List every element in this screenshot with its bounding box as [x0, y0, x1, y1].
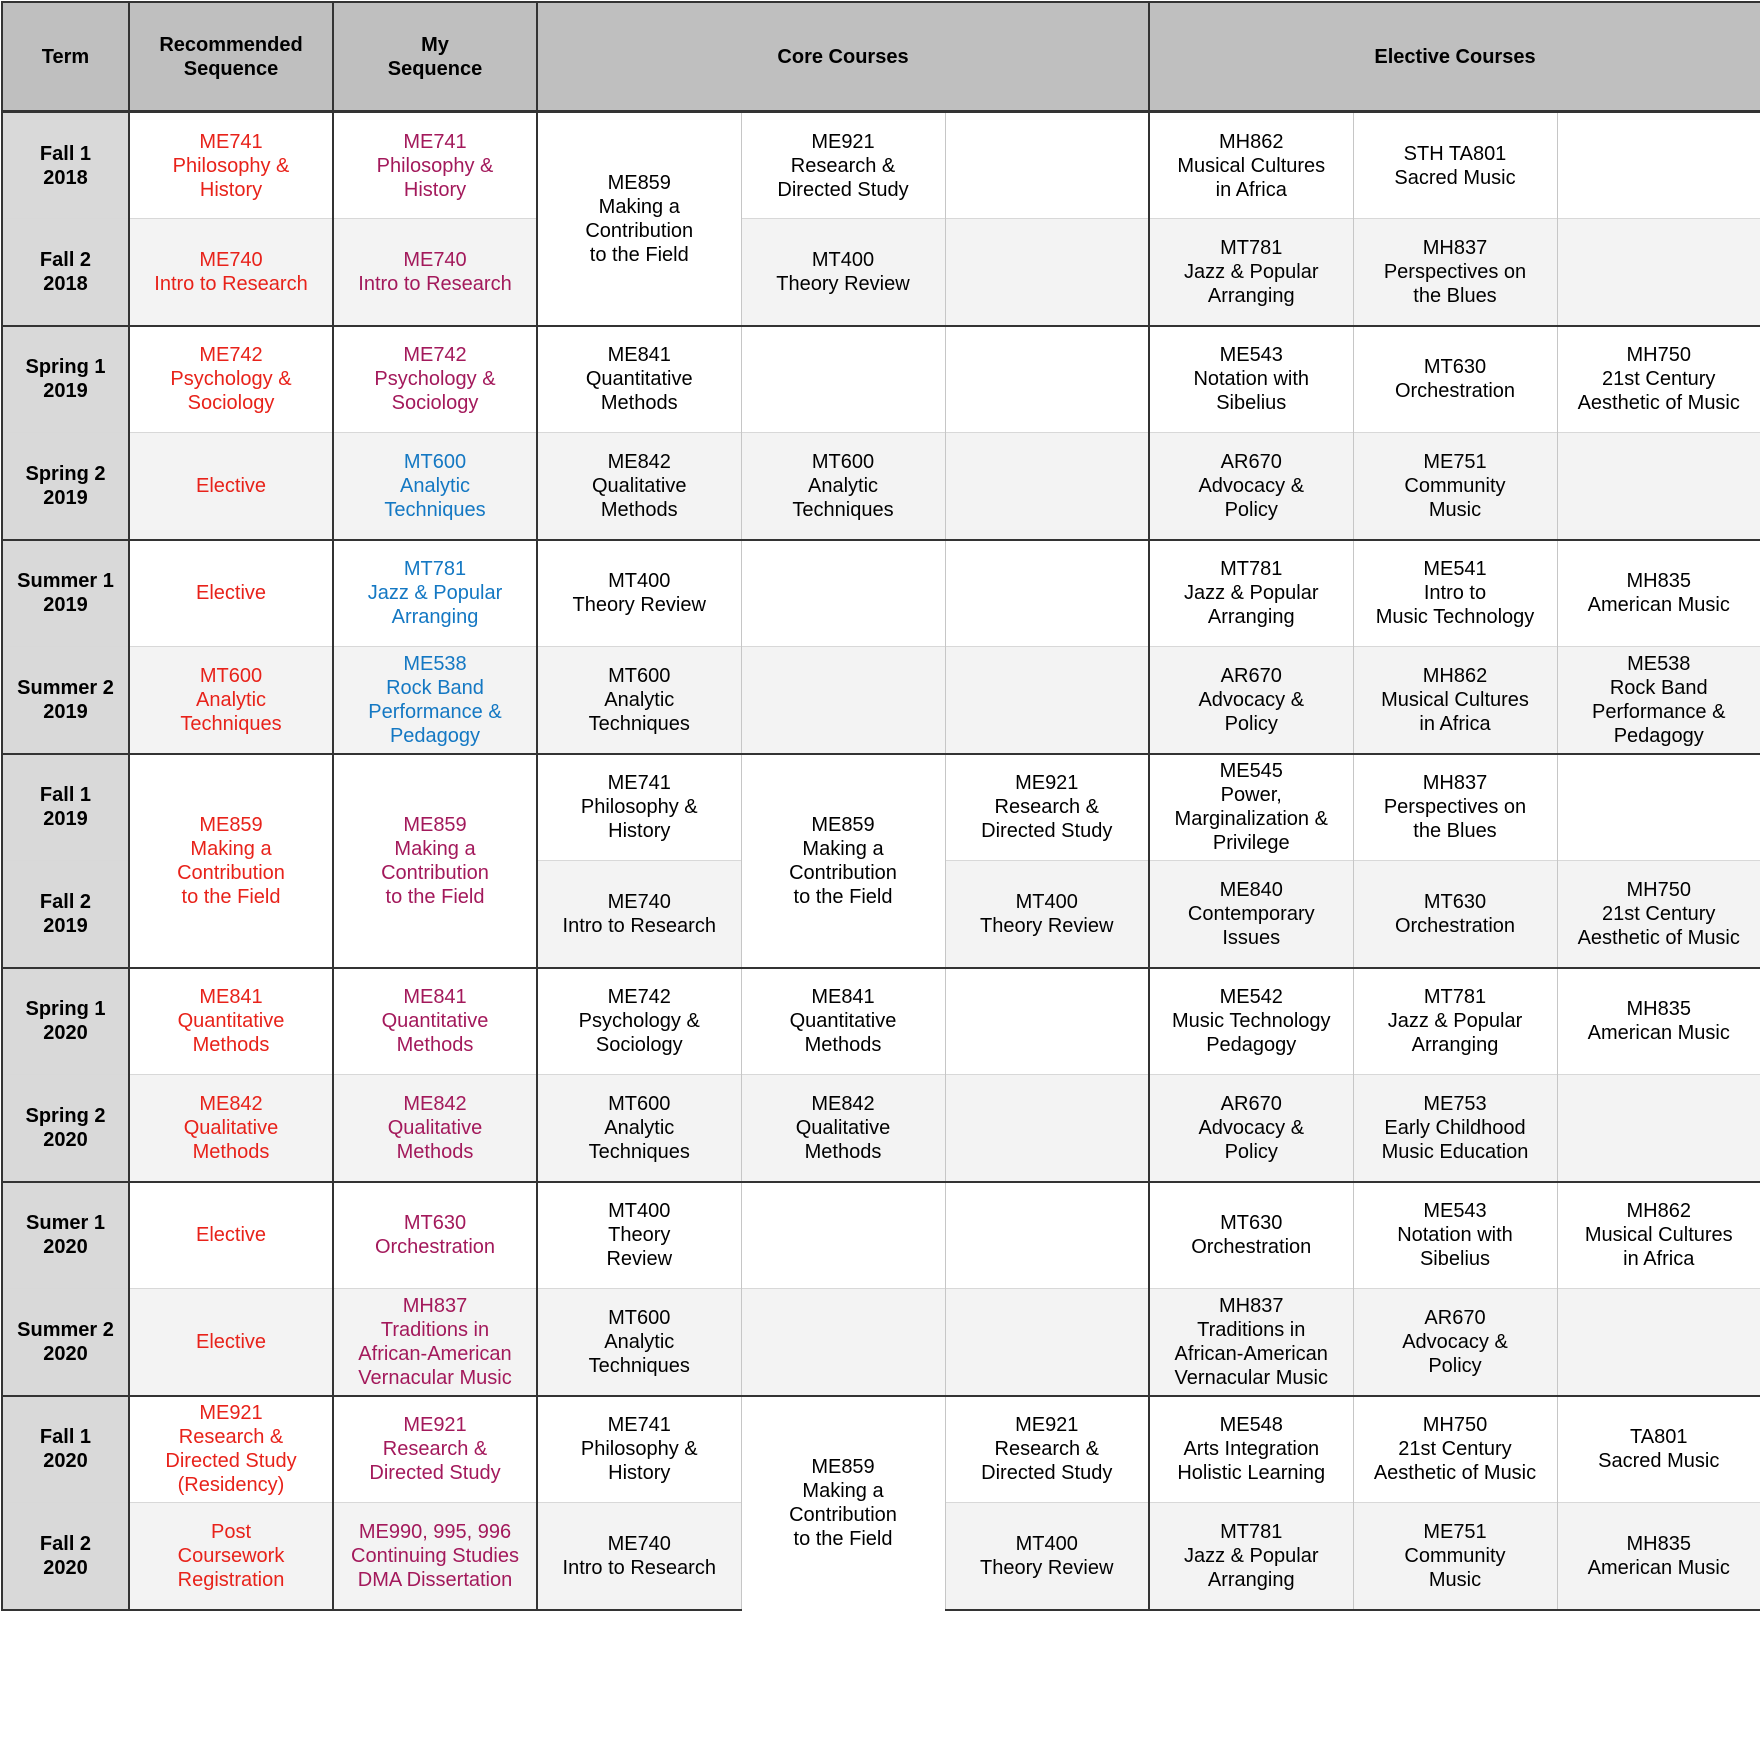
recommended-cell: ME921 Research & Directed Study (Residency)	[129, 1396, 333, 1503]
core-course-cell	[945, 647, 1149, 754]
term-cell: Fall 1 2019	[2, 754, 129, 861]
core-course-cell: MT600 Analytic Techniques	[537, 647, 741, 754]
core-course-cell: MT600 Analytic Techniques	[537, 1075, 741, 1182]
my-sequence-cell: MT600 Analytic Techniques	[333, 433, 537, 540]
header-row	[2, 2, 1760, 112]
term-cell: Fall 1 2020	[2, 1396, 129, 1503]
elective-course-cell: MT781 Jazz & Popular Arranging	[1149, 540, 1353, 647]
header-term: Term	[2, 2, 129, 112]
recommended-cell: ME859 Making a Contribution to the Field	[129, 754, 333, 968]
core-course-cell: MT400 Theory Review	[741, 219, 945, 326]
term-cell: Spring 2 2019	[2, 433, 129, 540]
elective-course-cell: ME753 Early Childhood Music Education	[1353, 1075, 1557, 1182]
elective-course-cell: ME751 Community Music	[1353, 433, 1557, 540]
elective-course-cell: TA801 Sacred Music	[1557, 1396, 1760, 1503]
core-course-cell	[945, 540, 1149, 647]
core-course-cell: MT400 Theory Review	[945, 1503, 1149, 1610]
core-course-cell: ME921 Research & Directed Study	[945, 1396, 1149, 1503]
term-row	[2, 112, 1760, 219]
elective-course-cell	[1557, 1075, 1760, 1182]
elective-course-cell: AR670 Advocacy & Policy	[1353, 1289, 1557, 1396]
recommended-cell: ME740 Intro to Research	[129, 219, 333, 326]
elective-course-cell: MH837 Perspectives on the Blues	[1353, 754, 1557, 861]
recommended-cell: Elective	[129, 540, 333, 647]
my-sequence-cell: ME921 Research & Directed Study	[333, 1396, 537, 1503]
core-course-cell	[741, 1289, 945, 1396]
core-course-cell: ME921 Research & Directed Study	[945, 754, 1149, 861]
core-course-cell	[945, 112, 1149, 219]
term-row	[2, 433, 1760, 540]
header-my-sequence: My Sequence	[333, 2, 537, 112]
header-recommended-sequence: Recommended Sequence	[129, 2, 333, 112]
core-course-cell: ME740 Intro to Research	[537, 861, 741, 968]
core-course-cell	[741, 540, 945, 647]
core-course-cell: ME859 Making a Contribution to the Field	[537, 112, 741, 326]
elective-course-cell: MH835 American Music	[1557, 1503, 1760, 1610]
recommended-cell: ME742 Psychology & Sociology	[129, 326, 333, 433]
term-row	[2, 540, 1760, 647]
course-schedule-table	[1, 1, 1760, 1611]
elective-course-cell: MH837 Perspectives on the Blues	[1353, 219, 1557, 326]
recommended-cell: ME842 Qualitative Methods	[129, 1075, 333, 1182]
elective-course-cell: STH TA801 Sacred Music	[1353, 112, 1557, 219]
elective-course-cell: MT630 Orchestration	[1353, 861, 1557, 968]
term-row	[2, 1396, 1760, 1503]
elective-course-cell: AR670 Advocacy & Policy	[1149, 647, 1353, 754]
recommended-cell: Elective	[129, 1289, 333, 1396]
my-sequence-cell: ME538 Rock Band Performance & Pedagogy	[333, 647, 537, 754]
elective-course-cell: MT781 Jazz & Popular Arranging	[1353, 968, 1557, 1075]
term-row	[2, 219, 1760, 326]
my-sequence-cell: ME990, 995, 996 Continuing Studies DMA Dissertation	[333, 1503, 537, 1610]
my-sequence-cell: MH837 Traditions in African-American Vernacular Music	[333, 1289, 537, 1396]
core-course-cell: MT600 Analytic Techniques	[537, 1289, 741, 1396]
core-course-cell	[945, 219, 1149, 326]
elective-course-cell: MH835 American Music	[1557, 540, 1760, 647]
term-cell: Summer 2 2020	[2, 1289, 129, 1396]
term-row	[2, 1289, 1760, 1396]
term-cell: Spring 1 2020	[2, 968, 129, 1075]
recommended-cell: Elective	[129, 433, 333, 540]
elective-course-cell: ME542 Music Technology Pedagogy	[1149, 968, 1353, 1075]
my-sequence-cell: ME740 Intro to Research	[333, 219, 537, 326]
elective-course-cell: ME548 Arts Integration Holistic Learning	[1149, 1396, 1353, 1503]
header-core-courses: Core Courses	[537, 2, 1149, 112]
core-course-cell: ME841 Quantitative Methods	[741, 968, 945, 1075]
elective-course-cell	[1557, 754, 1760, 861]
core-course-cell	[741, 1182, 945, 1289]
elective-course-cell: MH837 Traditions in African-American Vernacular Music	[1149, 1289, 1353, 1396]
core-course-cell: MT400 Theory Review	[537, 1182, 741, 1289]
term-row	[2, 647, 1760, 754]
elective-course-cell: MT781 Jazz & Popular Arranging	[1149, 219, 1353, 326]
elective-course-cell: MH862 Musical Cultures in Africa	[1557, 1182, 1760, 1289]
term-row	[2, 1075, 1760, 1182]
core-course-cell	[741, 326, 945, 433]
my-sequence-cell: ME842 Qualitative Methods	[333, 1075, 537, 1182]
elective-course-cell: MT781 Jazz & Popular Arranging	[1149, 1503, 1353, 1610]
core-course-cell	[945, 1182, 1149, 1289]
elective-course-cell: AR670 Advocacy & Policy	[1149, 1075, 1353, 1182]
term-row	[2, 968, 1760, 1075]
term-row	[2, 326, 1760, 433]
elective-course-cell	[1557, 112, 1760, 219]
term-cell: Summer 2 2019	[2, 647, 129, 754]
elective-course-cell: ME541 Intro to Music Technology	[1353, 540, 1557, 647]
core-course-cell: ME921 Research & Directed Study	[741, 112, 945, 219]
term-row	[2, 1182, 1760, 1289]
my-sequence-cell: ME841 Quantitative Methods	[333, 968, 537, 1075]
core-course-cell	[945, 326, 1149, 433]
core-course-cell	[945, 968, 1149, 1075]
core-course-cell: ME859 Making a Contribution to the Field	[741, 754, 945, 968]
core-course-cell: MT600 Analytic Techniques	[741, 433, 945, 540]
recommended-cell: Post Coursework Registration	[129, 1503, 333, 1610]
elective-course-cell	[1557, 1289, 1760, 1396]
elective-course-cell: MH862 Musical Cultures in Africa	[1353, 647, 1557, 754]
core-course-cell: ME741 Philosophy & History	[537, 1396, 741, 1503]
term-cell: Sumer 1 2020	[2, 1182, 129, 1289]
elective-course-cell	[1557, 433, 1760, 540]
recommended-cell: ME741 Philosophy & History	[129, 112, 333, 219]
elective-course-cell: ME543 Notation with Sibelius	[1353, 1182, 1557, 1289]
term-cell: Fall 1 2018	[2, 112, 129, 219]
term-cell: Spring 2 2020	[2, 1075, 129, 1182]
elective-course-cell: MH835 American Music	[1557, 968, 1760, 1075]
my-sequence-cell: ME741 Philosophy & History	[333, 112, 537, 219]
core-course-cell	[945, 1289, 1149, 1396]
core-course-cell: MT400 Theory Review	[945, 861, 1149, 968]
core-course-cell: ME841 Quantitative Methods	[537, 326, 741, 433]
elective-course-cell	[1557, 219, 1760, 326]
core-course-cell	[741, 647, 945, 754]
elective-course-cell: MH862 Musical Cultures in Africa	[1149, 112, 1353, 219]
core-course-cell: ME740 Intro to Research	[537, 1503, 741, 1610]
core-course-cell: ME842 Qualitative Methods	[741, 1075, 945, 1182]
elective-course-cell: MH750 21st Century Aesthetic of Music	[1557, 861, 1760, 968]
elective-course-cell: ME543 Notation with Sibelius	[1149, 326, 1353, 433]
my-sequence-cell: MT630 Orchestration	[333, 1182, 537, 1289]
elective-course-cell: MH750 21st Century Aesthetic of Music	[1557, 326, 1760, 433]
recommended-cell: Elective	[129, 1182, 333, 1289]
term-cell: Fall 2 2019	[2, 861, 129, 968]
elective-course-cell: MT630 Orchestration	[1149, 1182, 1353, 1289]
core-course-cell: ME742 Psychology & Sociology	[537, 968, 741, 1075]
term-row	[2, 754, 1760, 861]
core-course-cell: MT400 Theory Review	[537, 540, 741, 647]
elective-course-cell: MH750 21st Century Aesthetic of Music	[1353, 1396, 1557, 1503]
elective-course-cell: ME840 Contemporary Issues	[1149, 861, 1353, 968]
elective-course-cell: AR670 Advocacy & Policy	[1149, 433, 1353, 540]
elective-course-cell: MT630 Orchestration	[1353, 326, 1557, 433]
elective-course-cell: ME751 Community Music	[1353, 1503, 1557, 1610]
core-course-cell: ME741 Philosophy & History	[537, 754, 741, 861]
core-course-cell: ME859 Making a Contribution to the Field	[741, 1396, 945, 1610]
header-elective-courses: Elective Courses	[1149, 2, 1760, 112]
my-sequence-cell: ME859 Making a Contribution to the Field	[333, 754, 537, 968]
my-sequence-cell: MT781 Jazz & Popular Arranging	[333, 540, 537, 647]
recommended-cell: ME841 Quantitative Methods	[129, 968, 333, 1075]
core-course-cell	[945, 1075, 1149, 1182]
term-cell: Fall 2 2020	[2, 1503, 129, 1610]
elective-course-cell: ME538 Rock Band Performance & Pedagogy	[1557, 647, 1760, 754]
recommended-cell: MT600 Analytic Techniques	[129, 647, 333, 754]
term-cell: Fall 2 2018	[2, 219, 129, 326]
core-course-cell: ME842 Qualitative Methods	[537, 433, 741, 540]
elective-course-cell: ME545 Power, Marginalization & Privilege	[1149, 754, 1353, 861]
term-cell: Summer 1 2019	[2, 540, 129, 647]
core-course-cell	[945, 433, 1149, 540]
my-sequence-cell: ME742 Psychology & Sociology	[333, 326, 537, 433]
term-cell: Spring 1 2019	[2, 326, 129, 433]
